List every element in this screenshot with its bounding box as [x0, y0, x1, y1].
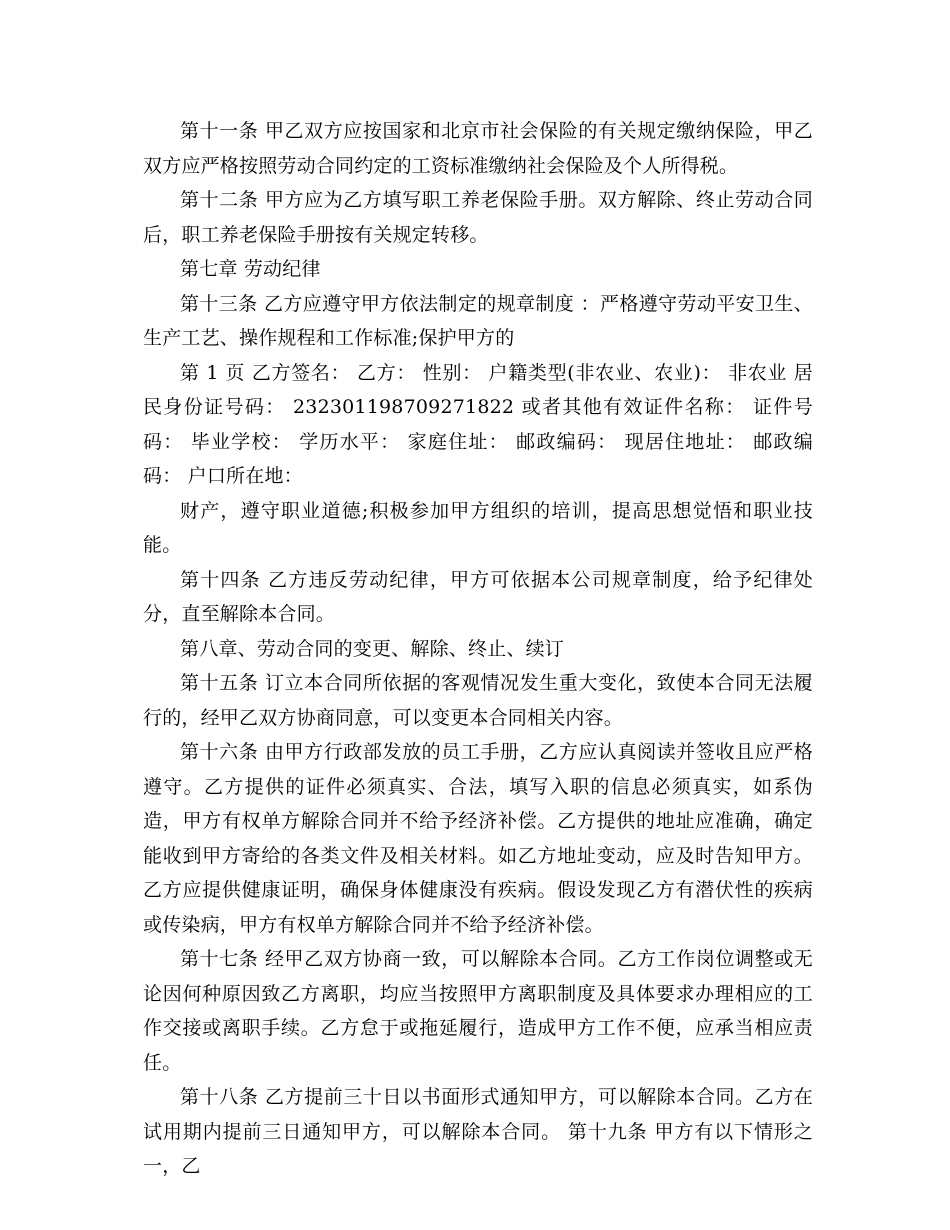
paragraph-article-12: 第十二条 甲方应为乙方填写职工养老保险手册。双方解除、终止劳动合同后，职工养老保险手册按有关规定转移。	[143, 189, 813, 246]
paragraph-article-13: 第十三条 乙方应遵守甲方依法制定的规章制度 ：严格遵守劳动平安卫生、生产工艺、操作规程和工作标准;保护甲方的	[143, 292, 813, 349]
chapter-heading-7: 第七章 劳动纪律	[180, 258, 321, 280]
paragraph-article-18: 第十八条 乙方提前三十日以书面形式通知甲方，可以解除本合同。乙方在试用期内提前三日通知甲方，可以解除本合同。 第十九条 甲方有以下情形之一，乙	[143, 1086, 813, 1177]
paragraph-article-17: 第十七条 经甲乙双方协商一致，可以解除本合同。乙方工作岗位调整或无论因何种原因致乙方离职，均应当按照甲方离职制度及具体要求办理相应的工作交接或离职手续。乙方怠于或拖延履行，造成甲方工作不便，应承当相应责任。	[143, 948, 813, 1074]
paragraph-article-16: 第十六条 由甲方行政部发放的员工手册，乙方应认真阅读并签收且应严格遵守。乙方提供的证件必须真实、合法，填写入职的信息必须真实，如系伪造，甲方有权单方解除合同并不给予经济补偿。乙方提供的地址应准确，确定能收到甲方寄给的各类文件及相关材料。如乙方地址变动，应及时告知甲方。乙方应提供健康证明，确保身体健康没有疾病。假设发现乙方有潜伏性的疾病或传染病，甲方有权单方解除合同并不给予经济补偿。	[143, 741, 813, 936]
paragraph-article-15: 第十五条 订立本合同所依据的客观情况发生重大变化，致使本合同无法履行的，经甲乙双方协商同意，可以变更本合同相关内容。	[143, 672, 813, 729]
paragraph-article-11: 第十一条 甲乙双方应按国家和北京市社会保险的有关规定缴纳保险，甲乙双方应严格按照劳动合同约定的工资标准缴纳社会保险及个人所得税。	[143, 120, 813, 177]
chapter-heading-8: 第八章、劳动合同的变更、解除、终止、续订	[180, 637, 565, 660]
document-body	[143, 114, 813, 1184]
paragraph-article-14: 第十四条 乙方违反劳动纪律，甲方可依据本公司规章制度，给予纪律处分，直至解除本合同。	[143, 568, 813, 625]
paragraph-article-13-continued: 财产，遵守职业道德;积极参加甲方组织的培训，提高思想觉悟和职业技能。	[143, 499, 813, 556]
paragraph-signature-info: 第 1 页 乙方签名： 乙方： 性别： 户籍类型(非农业、农业)： 非农业 居民身份证号码： 232301198709271822 或者其他有效证件名称： 证件号码： 毕业学校： 学历水平： 家庭住址： 邮政编码： 现居住地址： 邮政编码： 户口所在地：	[143, 361, 813, 487]
